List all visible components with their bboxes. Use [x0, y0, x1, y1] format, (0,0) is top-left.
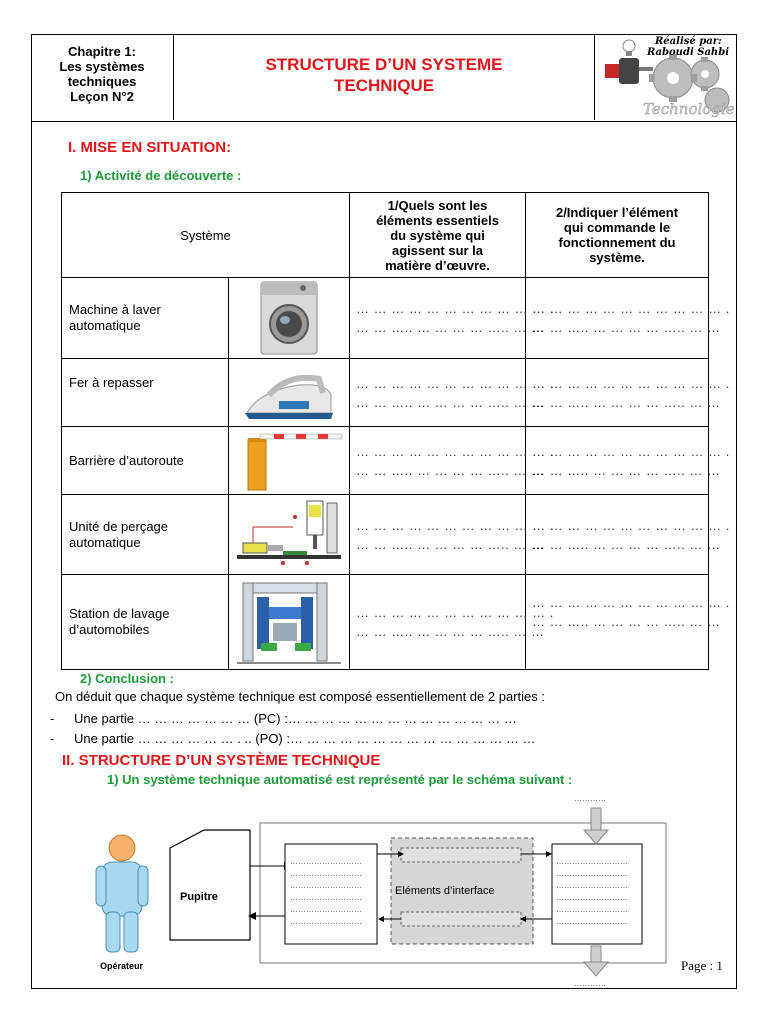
- page-number: Page : 1: [681, 958, 723, 973]
- answer-q1[interactable]: … … … … … … … … … … … . … … ….. … … … … ….. … …: [350, 427, 526, 495]
- col-header-system: Système: [62, 193, 350, 278]
- svg-text:…………: …………: [574, 794, 606, 803]
- operator-label: Opérateur: [100, 961, 144, 971]
- list-dash: -: [50, 731, 55, 746]
- lesson-number: Leçon N°2: [70, 89, 134, 104]
- section2-heading: II. STRUCTURE D’UN SYSTÈME TECHNIQUE: [62, 752, 381, 769]
- svg-text:………………………: ………………………: [290, 917, 362, 926]
- list-dash: -: [50, 711, 55, 726]
- title-line: TECHNIQUE: [333, 76, 435, 95]
- svg-text:………………………: ………………………: [556, 857, 628, 866]
- table-header-row: [62, 193, 709, 278]
- logo-box: [595, 34, 737, 120]
- system-name: Station de lavage d’automobiles: [62, 575, 229, 670]
- col-header-q1: 1/Quels sont les éléments essentiels du système qui agissent sur la matière d’œuvre.: [350, 193, 526, 278]
- answer-q2[interactable]: … … … … … … … … … … … . … … ….. … … … … ….. … …: [526, 575, 709, 670]
- header: [31, 34, 737, 122]
- col-header-q2: 2/Indiquer l’élément qui commande le fonctionnement du système.: [526, 193, 709, 278]
- answer-q2[interactable]: … … … … … … … … … … … . … … ….. … … … … ….. … …: [526, 359, 709, 427]
- system-image-cell: [229, 495, 350, 575]
- answer-q1[interactable]: … … … … … … … … … … … . … … ….. … … … … ….. … …: [350, 359, 526, 427]
- system-image-cell: [229, 575, 350, 670]
- operator-figure: [96, 835, 148, 952]
- system-image-cell: [229, 278, 350, 359]
- svg-text:………………………: ………………………: [290, 857, 362, 866]
- system-name: Machine à laver automatique: [62, 278, 229, 359]
- chapter-line: Les systèmes: [59, 59, 145, 74]
- part-po-line[interactable]: Une partie … … … … … … . .. (PO) :… … … … … … … … … … … … … … …: [74, 731, 536, 746]
- title-line: STRUCTURE D’UN SYSTEME: [265, 55, 503, 74]
- svg-text:………………………: ………………………: [556, 905, 628, 914]
- part-pc-line[interactable]: Une partie … … … … … … … (PC) :… … … … … … … … … … … … … …: [74, 711, 517, 726]
- table-row: [62, 278, 709, 359]
- svg-text:…………: …………: [574, 979, 606, 988]
- answer-q1[interactable]: … … … … … … … … … … … . … … ….. … … … … ….. … …: [350, 495, 526, 575]
- iron-image: [239, 363, 339, 423]
- system-name: Fer à repasser: [62, 359, 229, 427]
- diagram-intro: 1) Un système technique automatisé est représenté par le schéma suivant :: [107, 772, 573, 787]
- author-name: Raboudi Sahbi: [647, 47, 729, 58]
- answer-q2[interactable]: … … … … … … … … … … … . … … ….. … … … … ….. … …: [526, 495, 709, 575]
- activity-heading: 1) Activité de découverte :: [80, 168, 242, 183]
- answer-q2[interactable]: … … … … … … … … … … … . … … ….. … … … … ….. … …: [526, 427, 709, 495]
- page-title: [174, 34, 595, 120]
- conclusion-text: On déduit que chaque système technique est composé essentiellement de 2 parties :: [55, 689, 545, 704]
- svg-text:………………………: ………………………: [290, 893, 362, 902]
- answer-q2[interactable]: … … … … … … … … … … … . … … ….. … … … … ….. … …: [526, 278, 709, 359]
- pupitre-box: [170, 830, 250, 940]
- chapter-box: [31, 34, 174, 120]
- car-wash-image: [233, 577, 345, 667]
- chapter-line: Chapitre 1:: [68, 44, 136, 59]
- section1-heading: I. MISE EN SITUATION:: [68, 139, 232, 156]
- conclusion-heading: 2) Conclusion :: [80, 671, 174, 686]
- system-name: Unité de perçage automatique: [62, 495, 229, 575]
- pupitre-label: Pupitre: [180, 891, 218, 903]
- table-row: [62, 495, 709, 575]
- svg-text:………………………: ………………………: [290, 905, 362, 914]
- answer-q1[interactable]: … … … … … … … … … … … . … … ….. … … … … ….. … …: [350, 278, 526, 359]
- system-image-cell: [229, 427, 350, 495]
- svg-text:………………………: ………………………: [556, 917, 628, 926]
- svg-text:………………………: ………………………: [556, 869, 628, 878]
- system-table: [61, 192, 730, 670]
- svg-text:Technologie: Technologie: [643, 100, 735, 118]
- chapter-line: techniques: [67, 74, 137, 89]
- svg-text:………………………: ………………………: [290, 869, 362, 878]
- table-row: [62, 427, 709, 495]
- interface-label: Eléments d’interface: [395, 885, 495, 897]
- table-row: [62, 359, 709, 427]
- table-row: [62, 575, 709, 670]
- system-diagram: [34, 790, 734, 990]
- svg-text:………………………: ………………………: [556, 893, 628, 902]
- svg-text:………………………: ………………………: [290, 881, 362, 890]
- svg-text:………………………: ………………………: [556, 881, 628, 890]
- washing-machine-image: [257, 280, 321, 356]
- system-image-cell: [229, 359, 350, 427]
- barrier-image: [234, 430, 344, 492]
- answer-q1[interactable]: … … … … … … … … … … … . … … ….. … … … … ….. … …: [350, 575, 526, 670]
- drilling-unit-image: [233, 497, 345, 573]
- system-name: Barrière d’autoroute: [62, 427, 229, 495]
- author-label: Réalisé par:: [655, 36, 722, 47]
